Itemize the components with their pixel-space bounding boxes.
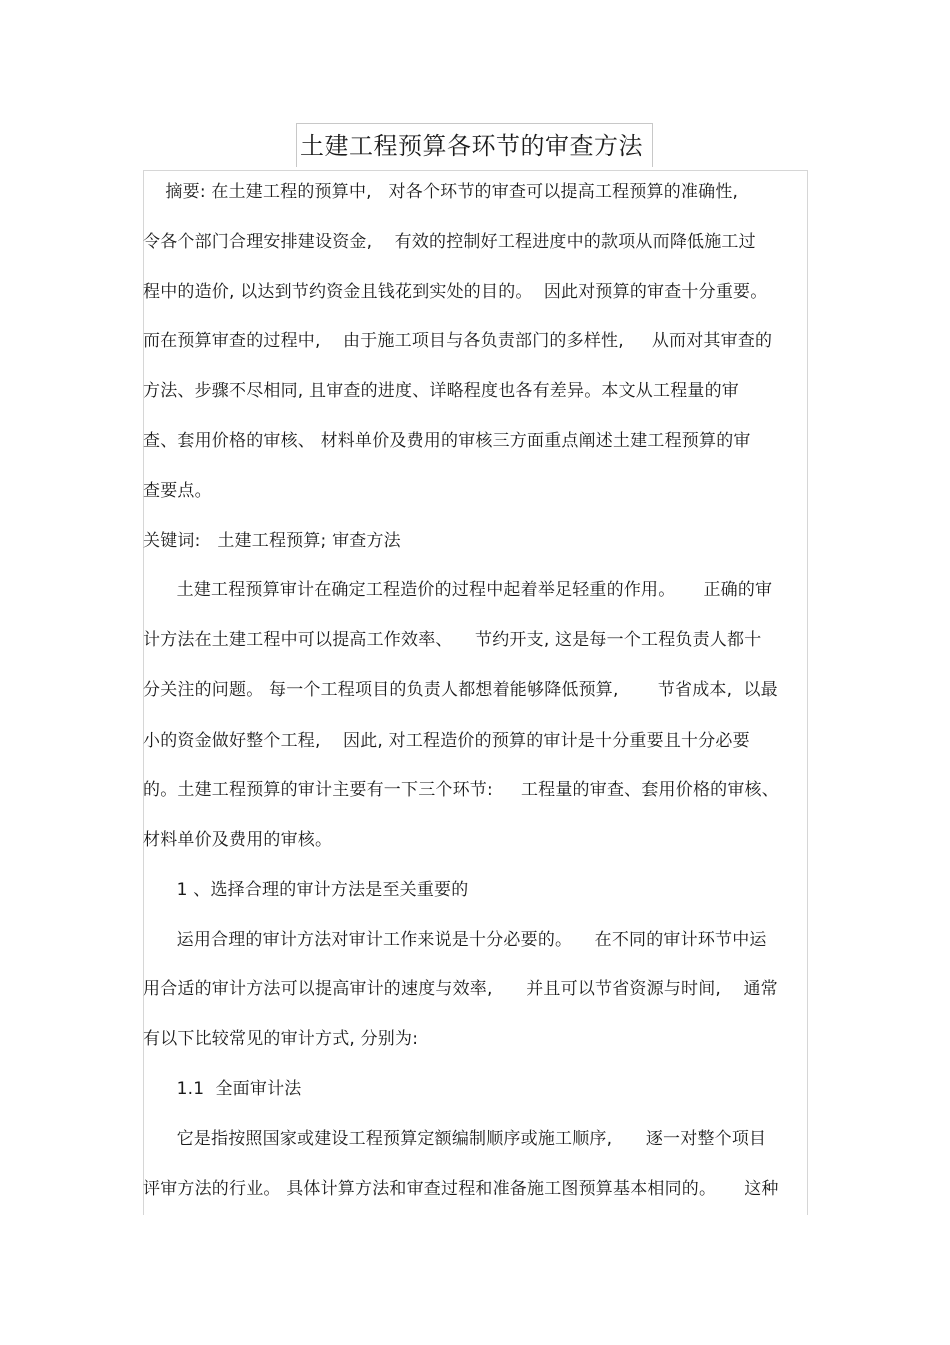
paragraph-line: 而在预算审查的过程中, 由于施工项目与各负责部门的多样性, 从而对其审查的: [143, 331, 773, 351]
paragraph-line: 程中的造价, 以达到节约资金且钱花到实处的目的。 因此对预算的审查十分重要。: [143, 282, 768, 302]
paragraph-line: 小的资金做好整个工程, 因此, 对工程造价的预算的审计是十分重要且十分必要: [143, 731, 750, 751]
paragraph-line: 有以下比较常见的审计方式, 分别为:: [143, 1029, 419, 1049]
paragraph-line: 分关注的问题。 每一个工程项目的负责人都想着能够降低预算, 节省成本, 以最: [143, 680, 778, 700]
paragraph-line: 土建工程预算审计在确定工程造价的过程中起着举足轻重的作用。 正确的审: [143, 580, 773, 600]
paragraph-line: 查要点。: [143, 481, 212, 501]
paragraph-line: 查、套用价格的审核、 材料单价及费用的审核三方面重点阐述土建工程预算的审: [143, 431, 751, 451]
document-title: 土建工程预算各环节的审查方法: [300, 132, 643, 160]
subsection-heading: 1.1 全面审计法: [143, 1079, 302, 1099]
keywords-line: 关键词: 土建工程预算; 审查方法: [143, 531, 401, 551]
paragraph-line: 计方法在土建工程中可以提高工作效率、 节约开支, 这是每一个工程负责人都十: [143, 630, 762, 650]
paragraph-line: 它是指按照国家或建设工程预算定额编制顺序或施工顺序, 逐一对整个项目: [143, 1129, 767, 1149]
paragraph-line: 用合适的审计方法可以提高审计的速度与效率, 并且可以节省资源与时间, 通常: [143, 979, 778, 999]
section-heading: 1 、选择合理的审计方法是至关重要的: [143, 880, 469, 900]
paragraph-line: 的。土建工程预算的审计主要有一下三个环节: 工程量的审查、套用价格的审核、: [143, 780, 779, 800]
paragraph-line: 运用合理的审计方法对审计工作来说是十分必要的。 在不同的审计环节中运: [143, 930, 767, 950]
paragraph-line: 方法、步骤不尽相同, 且审查的进度、详略程度也各有差异。本文从工程量的审: [143, 381, 740, 401]
paragraph-line: 摘要: 在土建工程的预算中, 对各个环节的审查可以提高工程预算的准确性,: [143, 182, 739, 202]
paragraph-line: 材料单价及费用的审核。: [143, 830, 333, 850]
paragraph-line: 评审方法的行业。 具体计算方法和审查过程和准备施工图预算基本相同的。 这种: [143, 1179, 779, 1199]
paragraph-line: 令各个部门合理安排建设资金, 有效的控制好工程进度中的款项从而降低施工过: [143, 232, 756, 252]
